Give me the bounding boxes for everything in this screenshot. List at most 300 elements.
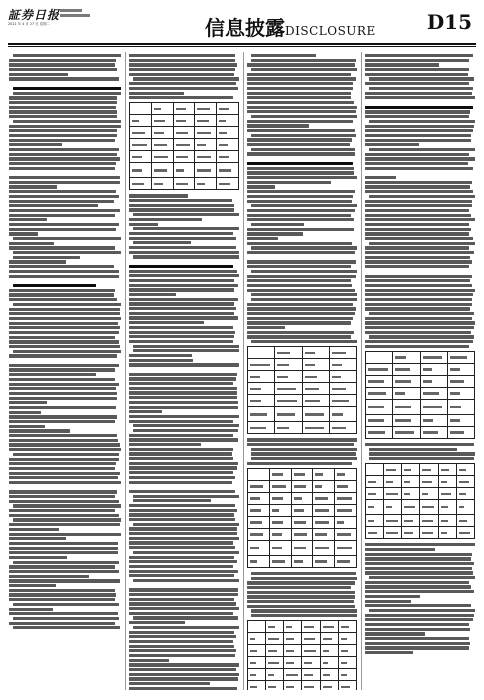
text-line	[133, 429, 238, 432]
text-line	[129, 593, 238, 596]
cell-text-line	[423, 406, 442, 408]
cell-text-line	[323, 674, 331, 676]
text-line	[251, 270, 357, 273]
table-cell	[384, 500, 402, 515]
cell-text-line	[294, 547, 306, 549]
text-line	[129, 420, 233, 423]
table-row	[366, 415, 475, 427]
column-divider	[361, 52, 362, 690]
cell-text-line	[305, 400, 320, 402]
cell-text-line	[286, 662, 294, 664]
text-line	[9, 368, 115, 371]
table-cell	[447, 352, 474, 364]
cell-text-line	[315, 497, 328, 499]
table-cell	[447, 400, 474, 415]
table-cell	[366, 400, 393, 415]
text-line	[247, 190, 355, 193]
table-row	[366, 364, 475, 376]
table-row	[248, 359, 357, 371]
text-line	[129, 687, 237, 690]
text-line	[251, 148, 355, 151]
text-line	[129, 588, 238, 591]
text-line	[129, 284, 238, 287]
text-line	[129, 645, 234, 648]
text-line	[9, 336, 115, 339]
text-line	[369, 457, 474, 460]
text-line	[247, 335, 351, 338]
cell-text-line	[341, 626, 349, 628]
cell-text-line	[154, 132, 164, 134]
cell-text-line	[450, 431, 464, 433]
text-line	[365, 279, 470, 282]
table-row	[248, 516, 357, 528]
text-line	[251, 340, 357, 343]
text-line	[369, 120, 475, 123]
cell-text-line	[368, 481, 376, 483]
cell-text-line	[423, 380, 432, 382]
column-divider	[125, 52, 126, 690]
paragraph-gap	[129, 260, 239, 263]
text-line	[247, 185, 275, 188]
cell-text-line	[441, 532, 447, 534]
text-line	[129, 537, 239, 540]
table-cell	[402, 464, 420, 476]
table-cell	[248, 657, 266, 669]
text-line	[129, 476, 235, 479]
text-line	[365, 628, 470, 631]
text-line	[129, 574, 234, 577]
text-line	[247, 106, 357, 109]
table-cell	[335, 528, 357, 540]
text-line	[129, 631, 234, 634]
cell-text-line	[132, 144, 147, 146]
table-cell	[420, 376, 447, 388]
text-line	[365, 585, 471, 588]
text-line	[129, 354, 192, 357]
text-line	[9, 467, 115, 470]
text-line	[9, 115, 117, 118]
table-cell	[393, 400, 420, 415]
cell-text-line	[277, 427, 288, 429]
text-line	[9, 340, 119, 343]
table-cell	[266, 681, 284, 690]
text-line	[247, 591, 355, 594]
text-line	[9, 472, 120, 475]
text-line	[247, 77, 356, 80]
disclosure-table	[247, 346, 357, 434]
cell-text-line	[294, 521, 307, 523]
cell-text-line	[154, 169, 167, 171]
cell-text-line	[132, 183, 144, 185]
text-line	[9, 242, 54, 245]
text-line	[129, 649, 236, 652]
text-line	[129, 504, 235, 507]
table-row	[248, 480, 357, 492]
text-line	[129, 396, 237, 399]
text-line	[129, 68, 235, 71]
table-cell	[173, 115, 195, 127]
masthead	[0, 0, 484, 42]
cell-text-line	[337, 509, 352, 511]
table-cell	[313, 504, 335, 516]
cell-text-line	[341, 650, 348, 652]
table-cell	[269, 492, 291, 504]
table-cell	[384, 476, 402, 488]
text-line	[9, 392, 117, 395]
text-line	[9, 579, 120, 582]
text-line	[365, 646, 469, 649]
table-cell	[275, 383, 302, 395]
table-cell	[291, 492, 313, 504]
table-row	[248, 528, 357, 540]
cell-text-line	[197, 144, 206, 146]
text-line	[9, 157, 120, 160]
text-line	[13, 303, 121, 306]
text-line	[365, 340, 473, 343]
text-line	[129, 509, 237, 512]
table-cell	[302, 645, 320, 657]
text-line	[365, 256, 470, 259]
cell-text-line	[368, 392, 386, 394]
text-line	[251, 577, 357, 580]
cell-text-line	[250, 509, 261, 511]
cell-text-line	[459, 481, 469, 483]
paragraph-gap	[129, 368, 239, 371]
text-line	[365, 209, 469, 212]
table-cell	[266, 669, 284, 681]
table-row	[248, 555, 357, 567]
table-cell	[438, 515, 456, 527]
text-line	[365, 303, 472, 306]
cell-text-line	[422, 469, 430, 471]
table-cell	[456, 476, 474, 488]
text-line	[9, 139, 115, 142]
cell-text-line	[304, 686, 313, 688]
text-line	[129, 682, 210, 685]
table-cell	[384, 488, 402, 500]
table-cell	[195, 178, 217, 190]
table-cell	[456, 488, 474, 500]
cell-text-line	[176, 108, 187, 110]
table-cell	[402, 527, 420, 539]
text-line	[247, 200, 352, 203]
text-line	[9, 411, 41, 414]
text-line	[365, 73, 468, 76]
cell-text-line	[286, 626, 292, 628]
text-line	[365, 289, 475, 292]
table-row	[248, 657, 357, 669]
text-line	[369, 77, 474, 80]
table-cell	[420, 464, 438, 476]
table-cell	[338, 633, 356, 645]
text-line	[9, 110, 117, 113]
text-line	[129, 434, 233, 437]
cell-text-line	[294, 473, 305, 475]
text-line	[247, 317, 353, 320]
text-line	[365, 143, 419, 146]
text-line	[13, 251, 120, 254]
text-line	[9, 528, 59, 531]
text-line	[369, 195, 475, 198]
table-row	[366, 376, 475, 388]
text-line	[247, 595, 355, 598]
text-line	[9, 317, 121, 320]
table-cell	[366, 415, 393, 427]
text-line	[365, 637, 469, 640]
text-line	[365, 162, 468, 165]
text-line	[129, 391, 237, 394]
table-cell	[173, 139, 195, 151]
cell-text-line	[323, 650, 330, 652]
text-line	[133, 77, 239, 80]
table-cell	[130, 127, 152, 139]
cell-text-line	[368, 368, 388, 370]
table-cell	[393, 415, 420, 427]
cell-text-line	[422, 532, 433, 534]
cell-text-line	[250, 674, 256, 676]
text-line	[129, 387, 237, 390]
text-line	[9, 167, 115, 170]
text-line	[365, 223, 469, 226]
text-line	[247, 167, 354, 170]
cell-text-line	[337, 485, 348, 487]
table-cell	[248, 516, 270, 528]
table-cell	[217, 127, 239, 139]
table-cell	[456, 464, 474, 476]
table-row	[366, 527, 475, 539]
text-line	[129, 570, 238, 573]
cell-text-line	[304, 638, 314, 640]
table-row	[130, 103, 239, 115]
table-cell	[130, 151, 152, 163]
text-line	[247, 438, 357, 441]
cell-text-line	[250, 400, 261, 402]
cell-text-line	[315, 473, 323, 475]
table-row	[248, 395, 357, 407]
text-line	[9, 514, 119, 517]
text-line	[365, 167, 473, 170]
text-line	[247, 218, 354, 221]
table-cell	[393, 388, 420, 400]
paragraph-gap	[365, 171, 475, 174]
text-line	[129, 481, 232, 484]
table-cell	[366, 515, 384, 527]
table-row	[130, 163, 239, 178]
table-cell	[447, 415, 474, 427]
table-cell	[393, 427, 420, 439]
table-cell	[248, 407, 275, 422]
cell-text-line	[219, 120, 226, 122]
text-line	[129, 82, 236, 85]
paragraph-gap	[365, 101, 475, 104]
table-cell	[384, 515, 402, 527]
cell-text-line	[250, 547, 259, 549]
text-line	[9, 364, 119, 367]
table-cell	[393, 364, 420, 376]
cell-text-line	[404, 469, 411, 471]
table-cell	[217, 163, 239, 178]
text-line	[129, 293, 176, 296]
text-line	[129, 274, 239, 277]
table-row	[130, 139, 239, 151]
text-line	[365, 68, 469, 71]
table-cell	[335, 555, 357, 567]
text-line	[365, 307, 470, 310]
text-line	[9, 490, 117, 493]
text-line	[365, 190, 473, 193]
text-line	[365, 618, 473, 621]
text-line	[365, 110, 470, 113]
text-line	[129, 363, 239, 366]
text-line	[9, 73, 68, 76]
text-line	[129, 654, 235, 657]
cell-text-line	[272, 509, 280, 511]
cell-text-line	[294, 533, 307, 535]
paragraph-gap	[9, 171, 121, 174]
table-cell	[335, 516, 357, 528]
text-line	[247, 181, 331, 184]
cell-text-line	[277, 413, 295, 415]
text-column-3	[247, 54, 357, 690]
paragraph-gap	[9, 279, 121, 282]
table-cell	[320, 681, 338, 690]
text-line	[9, 63, 115, 66]
cell-text-line	[277, 352, 290, 354]
text-line	[9, 425, 45, 428]
text-line	[129, 63, 237, 66]
text-line	[247, 209, 355, 212]
table-cell	[402, 500, 420, 515]
cell-text-line	[368, 493, 376, 495]
text-line	[365, 200, 472, 203]
table-cell	[329, 359, 356, 371]
text-line	[133, 255, 239, 258]
cell-text-line	[176, 144, 191, 146]
text-line	[129, 565, 233, 568]
cell-text-line	[368, 520, 374, 522]
text-line	[251, 457, 357, 460]
table-cell	[366, 427, 393, 439]
text-line	[247, 443, 354, 446]
table-row	[248, 492, 357, 504]
text-line	[9, 584, 56, 587]
text-line	[9, 298, 117, 301]
table-cell	[393, 376, 420, 388]
table-cell	[384, 527, 402, 539]
text-line	[9, 570, 119, 573]
text-line	[365, 557, 471, 560]
cell-text-line	[404, 481, 409, 483]
text-line	[247, 312, 355, 315]
text-line	[129, 532, 237, 535]
text-line	[365, 214, 471, 217]
text-line	[365, 265, 469, 268]
text-line	[247, 143, 350, 146]
text-line	[129, 462, 238, 465]
text-line	[247, 176, 357, 179]
table-cell	[302, 371, 329, 383]
cell-text-line	[459, 469, 466, 471]
table-cell	[291, 528, 313, 540]
text-line	[133, 616, 238, 619]
cell-text-line	[154, 183, 164, 185]
paragraph-gap	[9, 486, 121, 489]
cell-text-line	[422, 481, 431, 483]
text-line	[133, 551, 238, 554]
table-cell	[130, 178, 152, 190]
text-line	[365, 595, 420, 598]
table-cell	[329, 395, 356, 407]
table-cell	[291, 516, 313, 528]
text-line	[129, 663, 239, 666]
cell-text-line	[250, 364, 270, 366]
cell-text-line	[441, 469, 450, 471]
cell-text-line	[323, 662, 328, 664]
cell-text-line	[450, 406, 461, 408]
text-line	[9, 481, 121, 484]
text-line	[365, 134, 471, 137]
cell-text-line	[368, 506, 374, 508]
text-line	[129, 359, 193, 362]
table-row	[248, 422, 357, 434]
table-cell	[420, 352, 447, 364]
text-line	[9, 458, 119, 461]
table-cell	[313, 516, 335, 528]
text-line	[365, 181, 472, 184]
table-cell	[302, 422, 329, 434]
text-line	[365, 317, 472, 320]
text-line	[13, 54, 121, 57]
text-line	[9, 153, 117, 156]
cell-text-line	[176, 183, 188, 185]
text-line	[247, 228, 354, 231]
text-line	[9, 322, 118, 325]
text-line	[129, 406, 238, 409]
text-line	[129, 246, 236, 249]
table-cell	[366, 500, 384, 515]
cell-text-line	[459, 506, 465, 508]
text-line	[9, 387, 116, 390]
cell-text-line	[395, 392, 405, 394]
table-cell	[329, 422, 356, 434]
text-line	[9, 429, 70, 432]
text-line	[9, 537, 66, 540]
text-line	[133, 495, 239, 498]
table-cell	[302, 657, 320, 669]
table-cell	[195, 127, 217, 139]
cell-text-line	[272, 485, 287, 487]
table-cell	[447, 427, 474, 439]
table-cell	[173, 151, 195, 163]
table-row	[248, 621, 357, 633]
text-column-2	[129, 54, 239, 690]
header-rule	[8, 43, 476, 45]
cell-text-line	[132, 120, 139, 122]
table-cell	[366, 352, 393, 364]
text-line	[9, 162, 116, 165]
cell-text-line	[459, 532, 470, 534]
text-line	[9, 434, 117, 437]
cell-text-line	[286, 650, 293, 652]
disclosure-table	[365, 351, 475, 439]
table-cell	[302, 347, 329, 359]
table-cell	[338, 657, 356, 669]
text-line	[9, 265, 114, 268]
cell-text-line	[341, 638, 347, 640]
text-line	[129, 298, 238, 301]
text-line	[365, 298, 472, 301]
table-row	[248, 407, 357, 422]
